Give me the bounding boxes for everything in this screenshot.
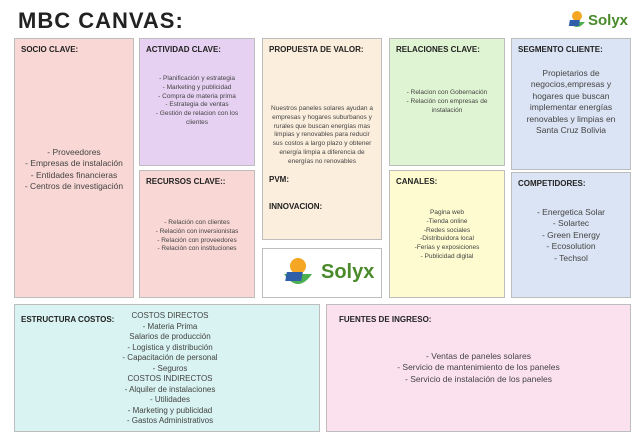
fuentes-ingreso-label: FUENTES DE INGRESO: (339, 315, 432, 324)
list-item: - Servicio de mantenimiento de los paneles (397, 362, 560, 373)
canales-box (389, 170, 505, 298)
list-item: - Marketing y publicidad (127, 405, 213, 415)
propuesta-valor-box (262, 38, 382, 240)
text-line: Propietarios de (542, 68, 600, 78)
socio-clave-label: SOCIO CLAVE: (21, 45, 79, 54)
list-item: -Ferias y exposiciones (414, 244, 480, 252)
list-item: - Seguros (152, 363, 188, 373)
list-item: clientes (185, 118, 209, 126)
list-item: - Energetica Solar (536, 207, 606, 217)
text-line: hogares que buscan (532, 90, 610, 101)
innovacion-label: INNOVACION: (269, 202, 323, 211)
socio-clave-list (15, 147, 133, 193)
list-item: - Centros de investigación (24, 181, 124, 192)
list-item: - Relación con empresas de (406, 97, 488, 105)
propuesta-valor-text (263, 105, 381, 166)
list-item: -Redes sociales (423, 226, 471, 234)
list-item: - Servicio de instalación de los paneles (405, 373, 552, 384)
text-line: Santa Cruz Bolivia (536, 125, 606, 136)
relaciones-clave-list (390, 89, 504, 115)
list-item: - Relación con clientes (164, 219, 230, 226)
list-item: COSTOS DIRECTOS (131, 311, 209, 320)
brand-logo (566, 8, 632, 34)
brand-name: Solyx (321, 261, 375, 283)
canvas-title: MBC CANVAS: (18, 8, 184, 33)
propuesta-valor-label: PROPUESTA DE VALOR: (269, 45, 364, 54)
segmento-cliente-text (512, 68, 630, 137)
list-item: - Techsol (554, 252, 588, 263)
list-item: - Gastos Administrativos (126, 416, 214, 426)
list-item: - Marketing y publicidad (162, 83, 232, 91)
list-item: - Gestión de relacion con los (155, 110, 239, 118)
list-item: - Empresas de instalación (25, 158, 123, 169)
list-item: - Relación con inversionistas (155, 227, 239, 235)
pvm-label: PVM: (269, 175, 289, 184)
list-item: Salarios de producción (129, 332, 211, 342)
text-line: energía limpia a diferencia de (279, 148, 365, 156)
text-line: Nuestros paneles solares ayudan a (271, 105, 373, 112)
brand-name: Solyx (588, 12, 629, 29)
list-item: - Planificación y estrategia (159, 75, 235, 82)
actividad-clave-list (140, 75, 254, 128)
solar-logo-icon (281, 254, 315, 292)
estructura-costos-list (95, 311, 245, 427)
text-line: renovables y limpias en (526, 113, 616, 124)
list-item: - Relación con instituciones (157, 245, 237, 253)
text-line: implementar energías (529, 102, 613, 113)
segmento-cliente-label: SEGMENTO CLIENTE: (518, 45, 603, 54)
text-line: limpias y renovables para reducir (274, 131, 370, 139)
text-line: rurales que buscan energías mas (273, 122, 371, 130)
list-item: - Proveedores (47, 147, 101, 157)
recursos-clave-label: RECURSOS CLAVE:: (146, 177, 226, 186)
list-item: -Distribuidora local (420, 235, 474, 243)
recursos-clave-box (139, 170, 255, 298)
estructura-costos-box (14, 304, 320, 432)
segmento-cliente-box (511, 38, 631, 170)
text-line: energías no renovables (288, 157, 356, 165)
recursos-clave-list (140, 219, 254, 254)
relaciones-clave-box (389, 38, 505, 166)
list-item: - Ventas de paneles solares (426, 351, 531, 361)
list-item: - Logistica y distribución (127, 342, 213, 352)
list-item: - Utilidades (149, 395, 190, 405)
competidores-label: COMPETIDORES: (518, 179, 586, 188)
competidores-box (511, 172, 631, 298)
competidores-list (512, 207, 630, 264)
text-line: sus costos a largo plazo y obtener (272, 140, 372, 148)
canales-label: CANALES: (396, 177, 438, 186)
list-item: - Relación con proveedores (157, 236, 237, 244)
relaciones-clave-label: RELACIONES CLAVE: (396, 45, 480, 54)
text-line: empresas y hogares suburbanos y (272, 113, 372, 121)
list-item: instalación (431, 106, 463, 114)
text-line: negocios,empresas y (530, 79, 612, 90)
fuentes-ingreso-list (327, 351, 630, 385)
list-item: - Entidades financieras (30, 169, 118, 180)
list-item: COSTOS INDIRECTOS (127, 374, 213, 384)
fuentes-ingreso-box (326, 304, 631, 432)
socio-clave-box (14, 38, 134, 298)
logo-box (262, 248, 382, 298)
list-item: - Solartec (552, 218, 590, 229)
list-item: - Green Energy (541, 229, 601, 240)
list-item: - Relacion con Gobernación (406, 89, 488, 96)
canales-list (390, 209, 504, 262)
list-item: - Ecosolution (546, 241, 596, 252)
list-item: -Tienda online (426, 217, 468, 225)
list-item: Pagina web (430, 209, 464, 216)
solar-logo-icon (566, 8, 588, 32)
list-item: - Materia Prima (142, 321, 198, 331)
actividad-clave-label: ACTIVIDAD CLAVE: (146, 45, 221, 54)
list-item: - Alquiler de instalaciones (124, 384, 216, 394)
list-item: - Publicidad digital (420, 252, 474, 260)
estructura-costos-label: ESTRUCTURA COSTOS: (21, 315, 115, 324)
list-item: - Estrategia de ventas (165, 101, 229, 109)
list-item: - Capacitación de personal (122, 353, 218, 363)
actividad-clave-box (139, 38, 255, 166)
list-item: - Compra de materia prima (158, 92, 236, 100)
